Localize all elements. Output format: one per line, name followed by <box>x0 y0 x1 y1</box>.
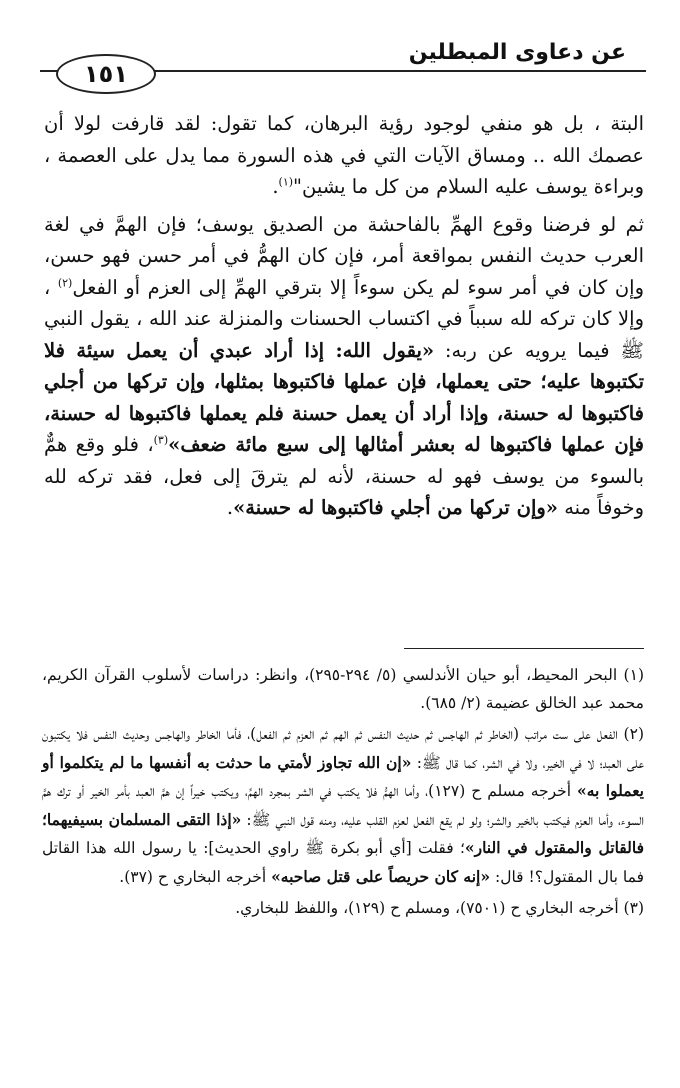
footnote-2-hadith-1: «إن الله تجاوز لأمتي ما حدثت به أنفسها ما لم يتكلموا أو يعملوا به» <box>42 752 644 800</box>
paragraph-2-end: . <box>226 496 234 519</box>
hadith-excerpt: «وإن تركها من أجلي فاكتبوها له حسنة» <box>233 496 558 519</box>
paragraph-2-text-a: ثم لو فرضنا وقوع الهمِّ بالفاحشة من الصديق يوسف؛ فإن الهمَّ في لغة العرب حديث النفس بمواقعة أمر، فإن كان الهمُّ في أمر حسن فهو حسن، وإن كان في أمر سوء لم يكن سوءاً إلا بترقي الهمِّ إلى العزم أو الفعل <box>44 212 645 299</box>
main-text <box>44 108 644 524</box>
paragraph-1-end: . <box>272 175 279 198</box>
page-number: ١٥١ <box>56 54 156 94</box>
running-title: عن دعاوى المبطلين <box>408 40 626 65</box>
footnote-2-text-a: (٢) الفعل على ست مراتب (الخاطر ثم الهاجس ثم حديث النفس ثم الهم ثم العزم ثم الفعل)، فأما الخاطر والهاجس وحديث النفس فلا يكتبون على العبد؛ لا في الخير، ولا في الشر، كما قال ﷺ: <box>42 725 645 772</box>
footnote-3: (٣) أخرجه البخاري ح (٧٥٠١)، ومسلم ح (١٢٩)، واللفظ للبخاري. <box>235 899 644 917</box>
paragraph-2-text-b: ، وإلا كان تركه لله سبباً في اكتساب الحسنات والمنزلة عند الله ، يقول النبي ﷺ فيما يرويه عن ربه: <box>44 275 644 362</box>
footnote-2-text-b: أخرجه مسلم ح (١٢٧)، وأما الهمُّ فلا يكتب في الشر بمجرد الهمِّ، ويكتب خيراً إن همَّ العبد بأمر الخير أو ترك همَّ السوء، وأما العزم فيكتب بالخير والشر؛ ولو لم يقع الفعل لعزم القلب عليه، ومنه قول النبي ﷺ: <box>42 782 644 829</box>
paragraph-1-text: البتة ، بل هو منفي لوجود رؤية البرهان، كما تقول: لقد قارفت لولا أن عصمك الله .. ومساق الآيات التي في هذه السورة مما يدل على العصمة ، وبراءة يوسف عليه السلام من كل ما يشين" <box>44 112 644 198</box>
footnote-2-text-d: أخرجه البخاري ح (٣٧). <box>119 867 272 886</box>
footnote-2-hadith-3: «إنه كان حريصاً على قتل صاحبه» <box>271 866 491 886</box>
footnote-separator <box>404 648 644 649</box>
footnote-ref-1: (١) <box>278 175 294 189</box>
paragraph-2-text-c: ، فلو وقع همٌّ بالسوء من يوسف فهو له حسنة، لأنه لم يترقَ إلى فعل، فقد تركه لله وخوفاً منه <box>44 433 644 519</box>
footnote-2-hadith-2: «إذا التقى المسلمان بسيفيهما؛ فالقاتل والمقتول في النار» <box>42 809 644 857</box>
footnote-1: (١) البحر المحيط، أبو حيان الأندلسي (٥/ ٢٩٤-٢٩٥)، وانظر: دراسات لأسلوب القرآن الكريم، محمد عبد الخالق عضيمة (٢/ ٦٨٥). <box>42 666 644 712</box>
paragraph-1 <box>44 108 644 203</box>
footnote-ref-2: (٢) <box>57 276 73 289</box>
footnotes <box>42 662 644 923</box>
footnote-2 <box>42 721 644 891</box>
footnote-2-text-c: ؛ فقلت [أي أبو بكرة ﷺ راوي الحديث]: يا رسول الله هذا القاتل فما بال المقتول؟! قال: <box>42 839 644 886</box>
paragraph-2 <box>44 209 644 524</box>
hadith-quote: «يقول الله: إذا أراد عبدي أن يعمل سيئة فلا تكتبوها عليه؛ حتى يعملها، فإن عملها فاكتبوها بمثلها، وإن تركها من أجلي فاكتبوها له حسنة، وإذا أراد أن يعمل حسنة فلم يعملها فاكتبوها له حسنة، فإن عملها فاكتبوها له بعشر أمثالها إلى سبع مائة ضعف» <box>44 338 644 456</box>
footnote-ref-3: (٣) <box>153 433 169 447</box>
